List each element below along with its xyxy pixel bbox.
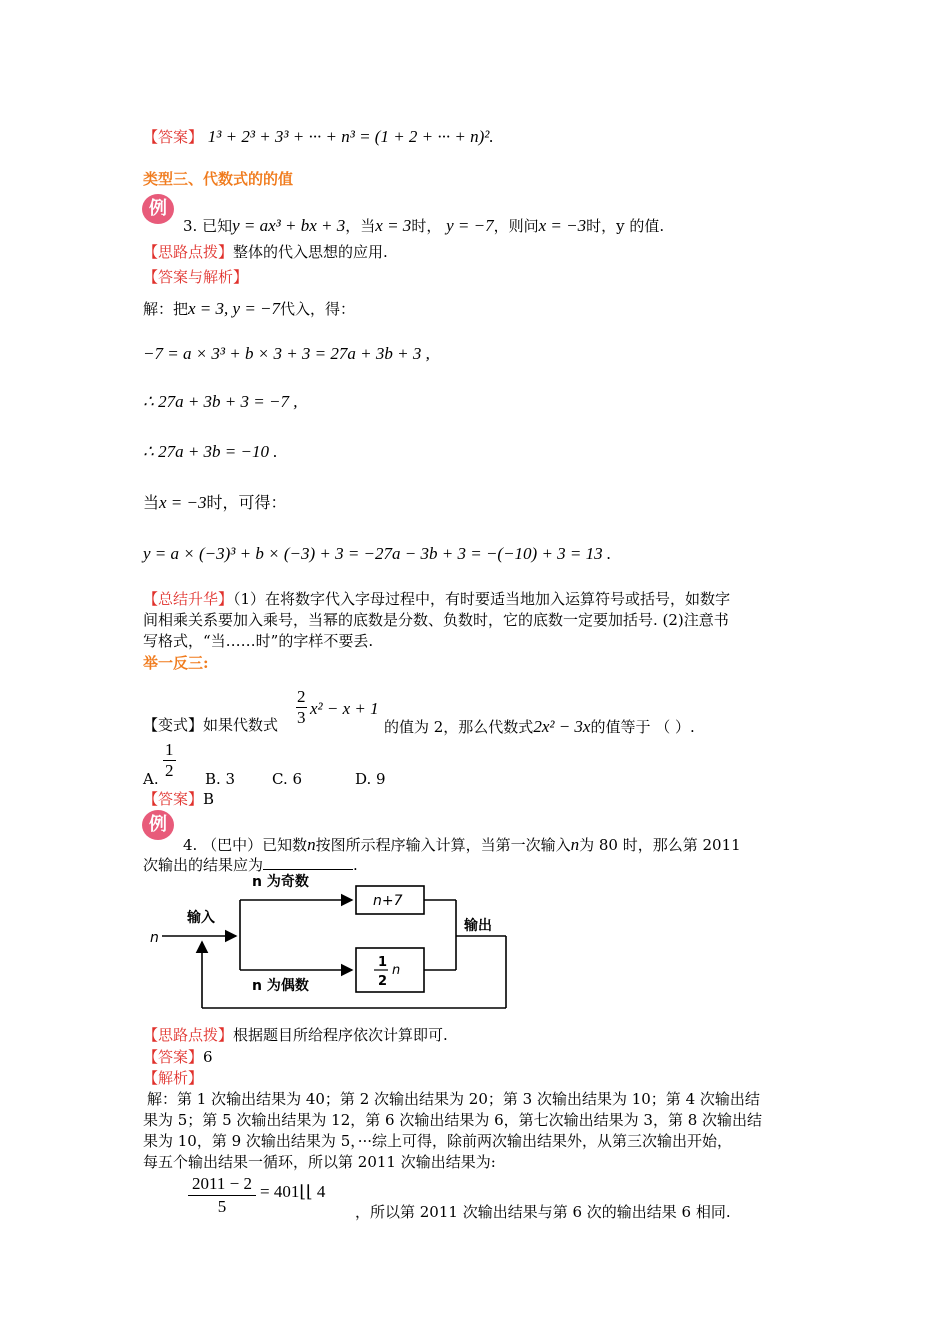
analysis-tag: 【解析】 [143, 1069, 204, 1087]
sol-eq: x = −3 [159, 493, 207, 512]
solution-line-5 [143, 494, 287, 511]
option-a [143, 772, 159, 787]
option-d: D. 9 [355, 770, 386, 788]
option-label: A. [143, 770, 159, 788]
flow-input-label: 输入 [187, 910, 215, 926]
option-c: C. 6 [272, 770, 303, 788]
fraction-numerator: 2011 − 2 [188, 1173, 256, 1196]
solution-line-1 [143, 300, 355, 317]
example3-text: ，则问 [493, 217, 539, 235]
flow-odd-box-text: n+7 [373, 893, 403, 909]
variant-tag: 【变式】 [143, 716, 204, 734]
analysis-line-1: 解：第 1 次输出结果为 40；第 2 次输出结果为 20；第 3 次输出结果为 10；第 4 次输出结 [147, 1090, 760, 1108]
flow-input-var: n [150, 930, 159, 946]
example3-text: 已知 [202, 217, 233, 235]
answer-tag: 【答案】 [143, 128, 204, 146]
solution-tag: 【答案与解析】 [143, 268, 249, 286]
example3-eq: y = ax³ + bx + 3 [232, 216, 346, 235]
solution-line-6: y = a × (−3)³ + b × (−3) + 3 = −27a − 3b + 3 = −(−10) + 3 = 13 . [143, 544, 612, 563]
example4-text: 次输出的结果应为 [143, 856, 264, 874]
option-a-fraction [163, 740, 176, 781]
variant-text-2 [384, 718, 695, 735]
fraction-denominator: 5 [217, 1197, 227, 1216]
fraction-numerator: 1 [165, 740, 174, 759]
example4-text: . [353, 856, 358, 874]
example3-text: ，当 [345, 217, 376, 235]
variant-answer [143, 792, 214, 807]
analysis-line-2: 果为 5；第 5 次输出结果为 12，第 6 次输出结果为 6，第七次输出结果为 3，第 8 次输出结 [143, 1111, 763, 1129]
hint3-line [143, 245, 388, 260]
sol-text: 时，可得： [206, 493, 287, 512]
variant-expr2: 2x² − 3x [533, 717, 591, 736]
program-flowchart [140, 870, 520, 1010]
example3-question [183, 217, 664, 234]
answer-tag: 【答案】 [143, 790, 204, 808]
variant-text: 的值等于 （ ）. [590, 718, 695, 736]
solution-line-4: ∴ 27a + 3b = −10 . [143, 442, 278, 461]
variant-tag-text [143, 718, 278, 733]
example4-text: 为 80 时，那么第 2011 [579, 836, 741, 854]
fraction-numerator: 2 [297, 687, 306, 706]
sol-text: 代入，得： [280, 300, 356, 318]
example3-text: 时，y 的值. [586, 217, 665, 235]
example4-text: 4. （巴中）已知数 [183, 836, 308, 854]
analysis-line-4: 每五个输出结果一循环，所以第 2011 次输出结果为: [143, 1153, 496, 1171]
summary-line-1 [143, 592, 730, 607]
analysis-fraction [188, 1173, 256, 1218]
var-n: n [570, 835, 580, 854]
var-n: n [307, 835, 316, 854]
hint-text: 根据题目所给程序依次计算即可. [233, 1026, 448, 1044]
flow-even-var: n [392, 963, 401, 978]
flow-even-box [356, 948, 424, 992]
formula-sum-cubes: 1³ + 2³ + 3³ + ··· + n³ = (1 + 2 + ··· + n)². [207, 127, 494, 146]
answer4-line [143, 1050, 213, 1065]
variant-fraction [296, 687, 307, 728]
fraction-denominator: 2 [165, 761, 174, 780]
flow-even-den: 2 [378, 974, 388, 989]
summary-tag: 【总结升华】 [143, 590, 234, 608]
summary-text: （1）在将数字代入字母过程中，有时要适当地加入运算符号或括号，如数字 [233, 590, 731, 608]
answer-value: 6 [203, 1048, 213, 1066]
analysis-fraction-result: = 401⌊⌊ 4 [260, 1182, 326, 1201]
analysis-conclusion: ，所以第 2011 次输出结果与第 6 次的输出结果 6 相同. [355, 1203, 731, 1221]
solution-line-3: ∴ 27a + 3b + 3 = −7 , [143, 392, 298, 411]
hint-tag: 【思路点拨】 [143, 1026, 234, 1044]
flow-even-num: 1 [378, 955, 388, 970]
solution-line-2: −7 = a × 3³ + b × 3 + 3 = 27a + 3b + 3 , [143, 344, 430, 363]
sol-text: 解：把 [143, 300, 189, 318]
flow-even-label: n 为偶数 [252, 978, 309, 994]
summary-line-2: 间相乘关系要加入乘号，当幂的底数是分数、负数时，它的底数一定要加括号. (2)注意书 [143, 611, 729, 629]
answer-value: B [203, 790, 215, 808]
option-b: B. 3 [205, 770, 236, 788]
section-title-type3: 类型三、代数式的的值 [143, 170, 294, 188]
answer-tag: 【答案】 [143, 1048, 204, 1066]
flow-output-label: 输出 [464, 918, 492, 934]
example3-eq: x = −3 [538, 216, 587, 235]
variant-text: 的值为 2，那么代数式 [384, 718, 534, 736]
summary-line-3: 写格式，“当……时”的字样不要丢. [143, 632, 374, 650]
example4-text: 按图所示程序输入计算，当第一次输入 [315, 836, 571, 854]
sol-eq: x = 3, y = −7 [188, 299, 281, 318]
variant-text: 如果代数式 [203, 716, 279, 734]
practice-title: 举一反三: [143, 654, 209, 672]
example3-number: 3. [183, 217, 198, 235]
example3-eq: y = −7 [446, 216, 494, 235]
example4-line-1 [183, 836, 741, 853]
sol-text: 当 [143, 493, 160, 512]
fraction-denominator: 3 [297, 708, 306, 727]
flow-odd-label: n 为奇数 [252, 874, 309, 890]
example3-text: 时， [411, 217, 442, 235]
example3-eq: x = 3 [375, 216, 412, 235]
example-badge-icon: 例 [142, 194, 174, 224]
hint4-line [143, 1028, 448, 1043]
example-badge-icon: 例 [142, 810, 174, 840]
hint-tag: 【思路点拨】 [143, 243, 234, 261]
hint-text: 整体的代入思想的应用. [233, 243, 388, 261]
analysis-line-3: 果为 10，第 9 次输出结果为 5，···综上可得，除前两次输出结果外，从第三次输出开始， [143, 1132, 733, 1150]
answer-line-1 [143, 128, 494, 145]
variant-expr1: x² − x + 1 [310, 699, 379, 718]
